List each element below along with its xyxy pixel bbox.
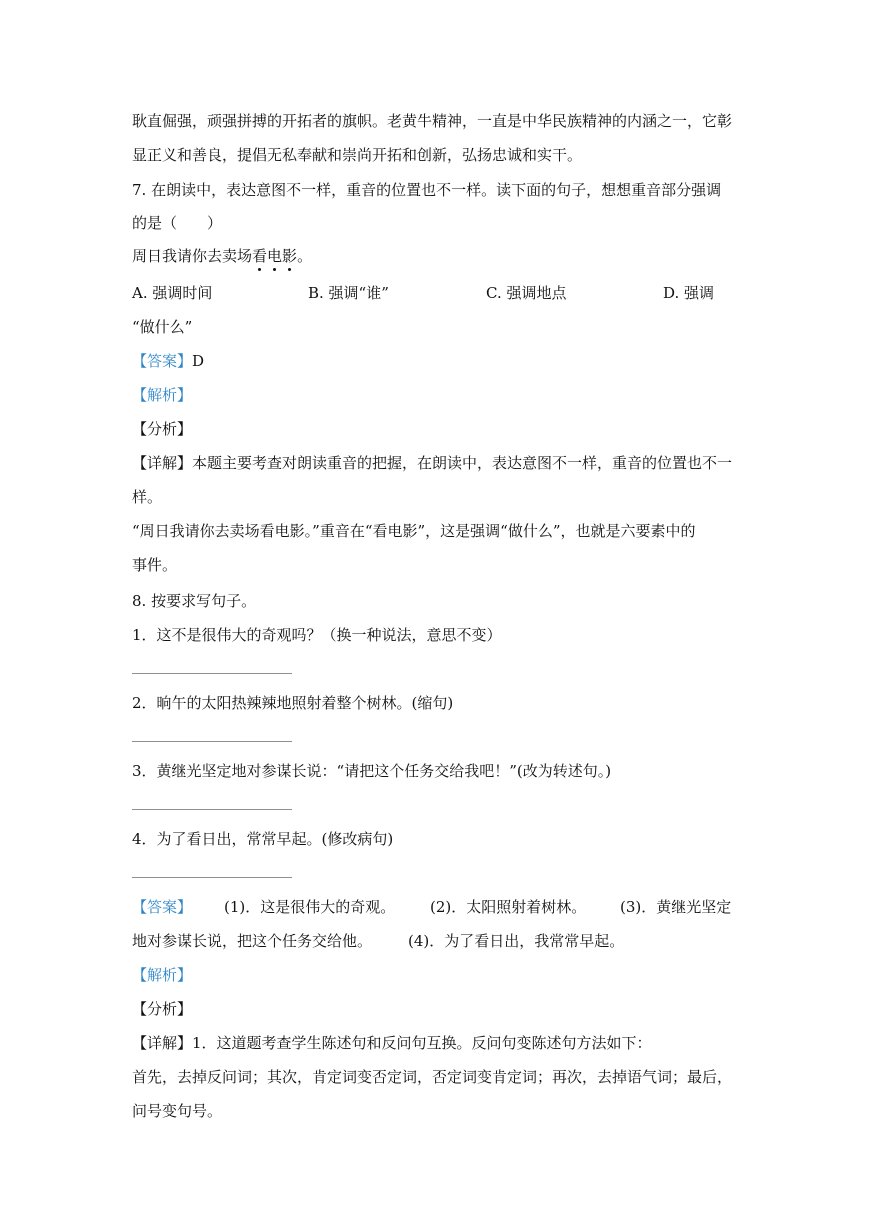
answer-blank (132, 877, 292, 878)
detail-line: 【详解】本题主要考查对朗读重音的把握，在朗读中，表达意图不一样，重音的位置也不一 (132, 454, 733, 472)
detail-line: “周日我请你去卖场看电影。”重音在“看电影”，这是强调“做什么”，也就是六要素中的 (132, 522, 696, 540)
question-8-item-2: 2．晌午的太阳热辣辣地照射着整个树林。(缩句) (132, 694, 454, 712)
question-8-item-1: 1．这不是很伟大的奇观吗？（换一种说法，意思不变） (132, 626, 502, 644)
emphasized-char: 影 (282, 247, 298, 265)
answer-blank (132, 809, 292, 810)
detail-line: 事件。 (132, 556, 178, 574)
answer-part-1: (1)．这是很伟大的奇观。 (224, 898, 396, 916)
question-7-stem: 7. 在朗读中，表达意图不一样，重音的位置也不一样。读下面的句子，想想重音部分强调 (132, 181, 722, 199)
question-8-item-4: 4．为了看日出，常常早起。(修改病句) (132, 830, 394, 848)
question-7-sentence (132, 246, 312, 266)
question-8-title: 8. 按要求写句子。 (132, 592, 257, 610)
answer-part-3: (3)．黄继光坚定 (620, 898, 732, 916)
option-a: A. 强调时间 (132, 284, 213, 302)
option-c: C. 强调地点 (486, 284, 567, 302)
question-8-answer (132, 897, 742, 917)
option-d-continuation: “做什么” (132, 318, 193, 336)
answer-tag: 【答案】 (132, 898, 193, 916)
analysis-tag: 【解析】 (132, 966, 193, 984)
detail-line: 首先，去掉反问词；其次，肯定词变否定词，否定词变肯定词；再次，去掉语气词；最后， (132, 1068, 733, 1086)
emphasized-char: 电 (267, 247, 283, 265)
fenxi-heading: 【分析】 (132, 420, 193, 438)
analysis-tag: 【解析】 (132, 386, 193, 404)
question-8-item-3: 3．黄继光坚定地对参谋长说：“请把这个任务交给我吧！”(改为转述句。) (132, 762, 612, 780)
answer-blank (132, 741, 292, 742)
question-8-answer-cont (132, 931, 742, 951)
fenxi-heading: 【分析】 (132, 1000, 193, 1018)
emphasized-char: 看 (252, 247, 268, 265)
sentence-suffix: 。 (297, 247, 313, 265)
option-b: B. 强调“谁” (308, 284, 389, 302)
question-7-stem-cont: 的是（ ） (132, 214, 223, 232)
answer-blank (132, 673, 292, 674)
sentence-prefix: 周日我请你去卖场 (132, 247, 253, 265)
answer-part-4: (4)．为了看日出，我常常早起。 (408, 932, 625, 950)
intro-line-2: 显正义和善良，提倡无私奉献和崇尚开拓和创新，弘扬忠诚和实干。 (132, 146, 583, 164)
detail-line: 问号变句号。 (132, 1102, 223, 1120)
option-d: D. 强调 (663, 284, 715, 302)
intro-line-1: 耿直倔强，顽强拼搏的开拓者的旗帜。老黄牛精神，一直是中华民族精神的内涵之一，它彰 (132, 112, 733, 130)
detail-line: 【详解】1．这道题考查学生陈述句和反问句互换。反问句变陈述句方法如下： (132, 1034, 652, 1052)
question-7-options (132, 283, 732, 303)
detail-line: 样。 (132, 488, 163, 506)
answer-tag: 【答案】 (132, 352, 193, 370)
answer-part-3-cont: 地对参谋长说，把这个任务交给他。 (132, 932, 373, 950)
answer-part-2: (2)．太阳照射着树林。 (430, 898, 587, 916)
answer-value: D (192, 352, 205, 370)
question-7-answer (132, 351, 204, 371)
